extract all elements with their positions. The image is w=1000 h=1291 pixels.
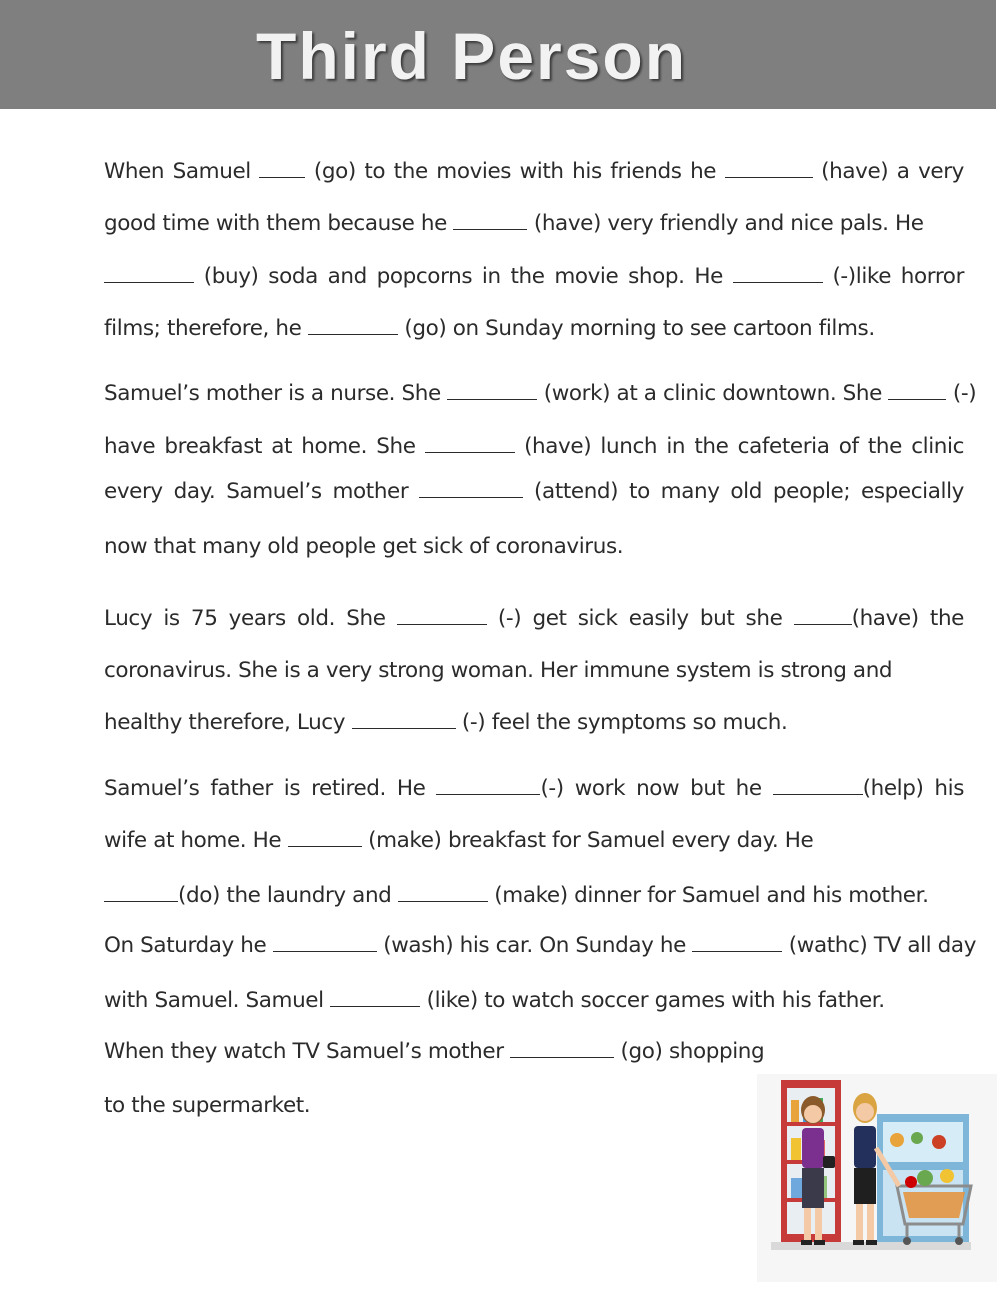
answer-blank[interactable] (725, 158, 813, 178)
text-line: coronavirus. She is a very strong woman. Her immune system is strong and (104, 658, 893, 683)
answer-blank[interactable] (273, 932, 377, 952)
text-line: every day. Samuel’s mother (attend) to many old people; especially (104, 479, 964, 504)
title-banner (0, 0, 996, 109)
text-line: Samuel’s mother is a nurse. She (work) at a clinic downtown. She (-) (104, 381, 977, 406)
text-line: When they watch TV Samuel’s mother (go) shopping (104, 1039, 765, 1064)
text-line: (do) the laundry and (make) dinner for Samuel and his mother. (104, 880, 964, 912)
answer-blank[interactable] (397, 605, 487, 625)
answer-blank[interactable] (352, 709, 456, 729)
text-line: Lucy is 75 years old. She (-) get sick easily but she (have) the (104, 606, 964, 631)
answer-blank[interactable] (733, 263, 823, 283)
answer-blank[interactable] (447, 380, 537, 400)
text-line: When Samuel (go) to the movies with his friends he (have) a very (104, 159, 965, 184)
answer-blank[interactable] (398, 882, 488, 902)
answer-blank[interactable] (104, 263, 194, 283)
text-line: healthy therefore, Lucy (-) feel the symptoms so much. (104, 710, 788, 735)
answer-blank[interactable] (330, 987, 420, 1007)
answer-blank[interactable] (308, 315, 398, 335)
answer-blank[interactable] (104, 882, 178, 902)
text-line: good time with them because he (have) very friendly and nice pals. He (104, 211, 924, 236)
text-line: On Saturday he (wash) his car. On Sunday he (wathc) TV all day (104, 933, 977, 958)
text-line: wife at home. He (make) breakfast for Samuel every day. He (104, 828, 814, 853)
answer-blank[interactable] (773, 775, 863, 795)
text-line: with Samuel. Samuel (like) to watch soccer games with his father. (104, 988, 885, 1013)
answer-blank[interactable] (888, 380, 946, 400)
answer-blank[interactable] (510, 1038, 614, 1058)
shoppers-picture (757, 1074, 997, 1282)
answer-blank[interactable] (794, 605, 852, 625)
answer-blank[interactable] (288, 827, 362, 847)
answer-blank[interactable] (419, 478, 523, 498)
text-line: now that many old people get sick of coronavirus. (104, 534, 624, 559)
text-line: (buy) soda and popcorns in the movie shop. He (-)like horror (104, 261, 964, 293)
text-line: have breakfast at home. She (have) lunch in the cafeteria of the clinic (104, 434, 964, 459)
answer-blank[interactable] (453, 210, 527, 230)
page-title: Third Person (256, 19, 688, 93)
answer-blank[interactable] (259, 158, 305, 178)
text-line: Samuel’s father is retired. He (-) work now but he (help) his (104, 776, 964, 801)
supermarket-illustration (757, 1074, 997, 1282)
text-line: to the supermarket. (104, 1093, 311, 1118)
answer-blank[interactable] (425, 433, 515, 453)
answer-blank[interactable] (692, 932, 782, 952)
answer-blank[interactable] (436, 775, 540, 795)
text-line: films; therefore, he (go) on Sunday morning to see cartoon films. (104, 316, 875, 341)
